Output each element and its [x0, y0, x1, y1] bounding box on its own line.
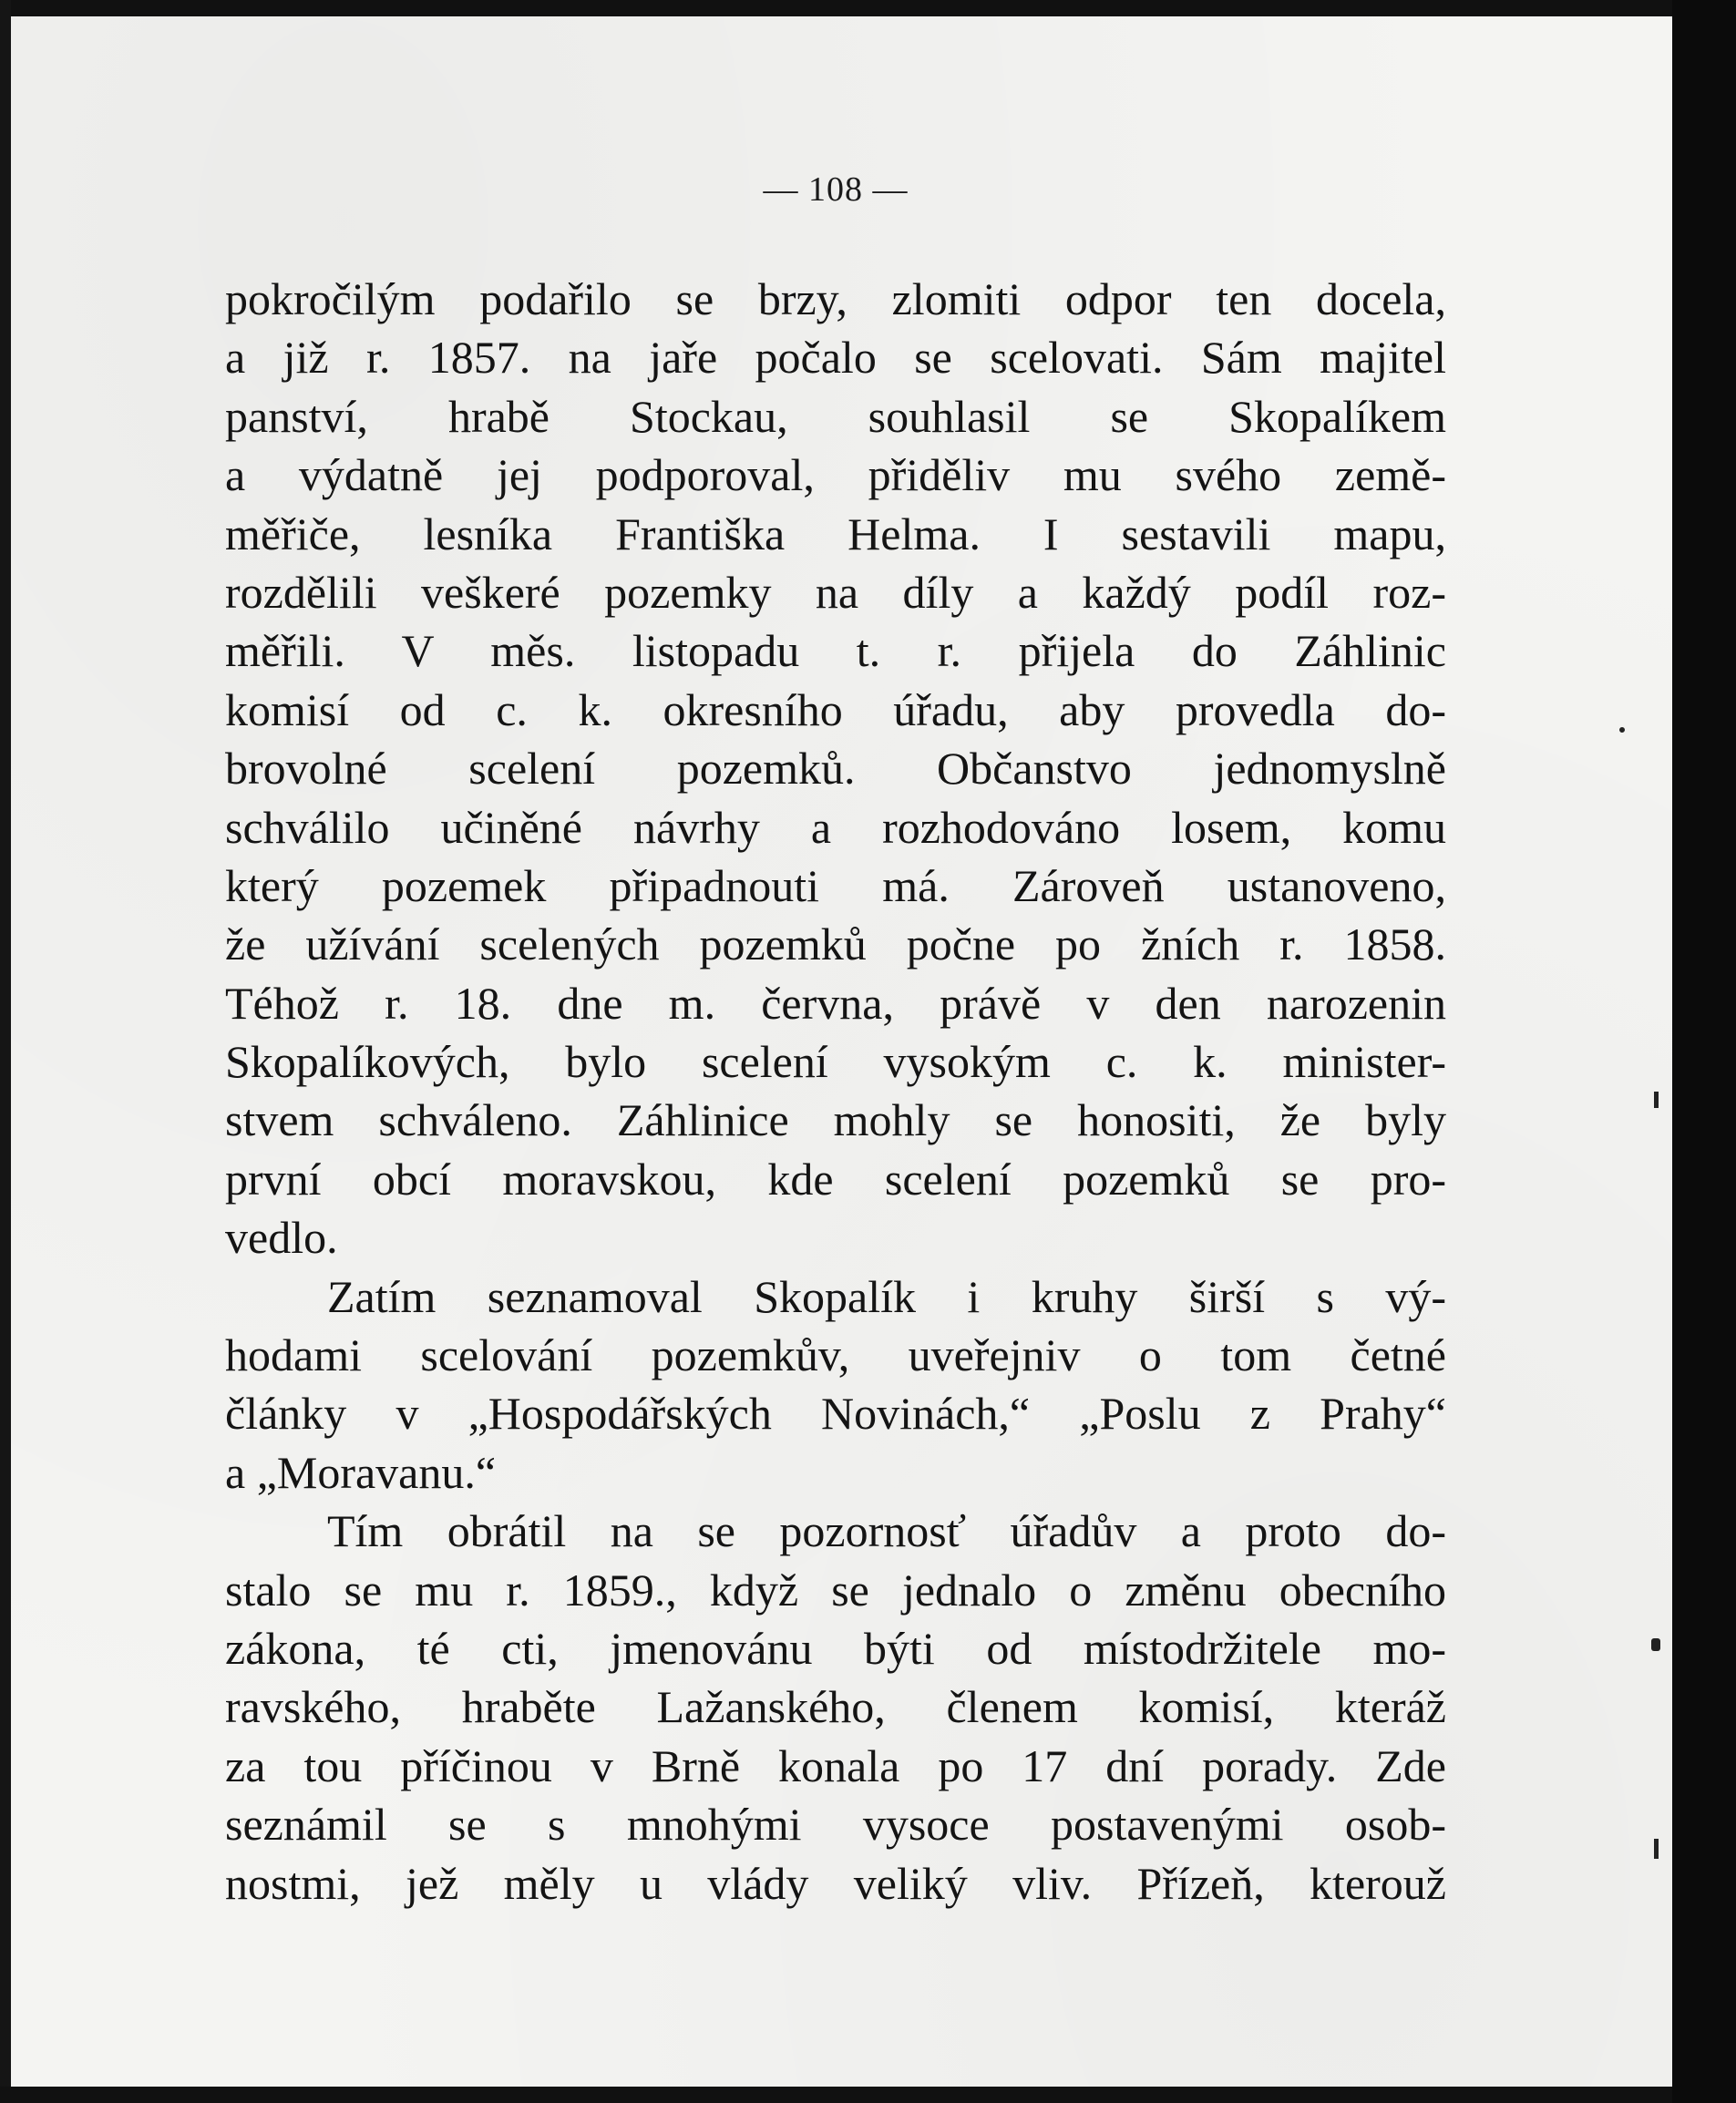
text-line: pokročilým podařilo se brzy, zlomiti odpor ten docela, — [225, 273, 1446, 324]
text-line: stvem schváleno. Záhlinice mohly se honositi, že byly — [225, 1094, 1446, 1146]
scan-border-bottom — [0, 2087, 1736, 2103]
text-line: který pozemek připadnouti má. Zároveň ustanoveno, — [225, 859, 1446, 911]
text-line: Skopalíkových, bylo scelení vysokým c. k. minister- — [225, 1036, 1446, 1088]
scan-border-top — [0, 0, 1736, 18]
text-line: a výdatně jej podporoval, přiděliv mu svého země- — [225, 449, 1446, 501]
page-number: — 108 — — [763, 170, 909, 209]
text-line: schválilo učiněné návrhy a rozhodováno losem, komu — [225, 801, 1446, 853]
text-line: nostmi, jež měly u vlády veliký vliv. Přízeň, kterouž — [225, 1857, 1446, 1909]
text-line: zákona, té cti, jmenovánu býti od místodržitele mo- — [225, 1622, 1446, 1674]
text-line: první obcí moravskou, kde scelení pozemků se pro- — [225, 1153, 1446, 1205]
text-line: za tou příčinou v Brně konala po 17 dní porady. Zde — [225, 1739, 1446, 1791]
text-line: rozdělili veškeré pozemky na díly a každý podíl roz- — [225, 566, 1446, 618]
scan-border-right — [1672, 0, 1736, 2103]
text-line: měřili. V měs. listopadu t. r. přijela do Záhlinic — [225, 625, 1446, 677]
page-body-text — [225, 270, 1446, 1913]
text-line: a již r. 1857. na jaře počalo se scelovati. Sám majitel — [225, 332, 1446, 384]
text-line: hodami scelování pozemkův, uveřejniv o tom četné — [225, 1329, 1446, 1381]
text-line: ravského, hraběte Lažanského, členem komisí, kteráž — [225, 1681, 1446, 1733]
text-line: vedlo. — [225, 1212, 338, 1264]
book-page — [11, 16, 1672, 2087]
text-line: Téhož r. 18. dne m. června, právě v den narozenin — [225, 977, 1446, 1029]
text-line: že užívání scelených pozemků počne po žních r. 1858. — [225, 918, 1446, 970]
scan-speck — [1654, 1839, 1659, 1859]
text-line: články v „Hospodářských Novinách,“ „Poslu z Prahy“ — [225, 1388, 1446, 1440]
text-line: panství, hrabě Stockau, souhlasil se Skopalíkem — [225, 390, 1446, 442]
scan-border-left — [0, 0, 11, 2103]
scan-speck — [1654, 1092, 1659, 1108]
text-line: seznámil se s mnohými vysoce postavenými osob- — [225, 1799, 1446, 1851]
text-line: brovolné scelení pozemků. Občanstvo jednomyslně — [225, 743, 1446, 795]
scan-speck — [1619, 727, 1625, 733]
text-line: měřiče, lesníka Františka Helma. I sestavili mapu, — [225, 508, 1446, 559]
text-line: Tím obrátil na se pozornosť úřadův a proto do- — [327, 1505, 1446, 1557]
text-line: stalo se mu r. 1859., když se jednalo o změnu obecního — [225, 1564, 1446, 1616]
scan-speck — [1651, 1638, 1660, 1651]
text-line: komisí od c. k. okresního úřadu, aby provedla do- — [225, 683, 1446, 735]
text-line: a „Moravanu.“ — [225, 1446, 497, 1498]
text-line: Zatím seznamoval Skopalík i kruhy širší s vý- — [327, 1270, 1446, 1322]
